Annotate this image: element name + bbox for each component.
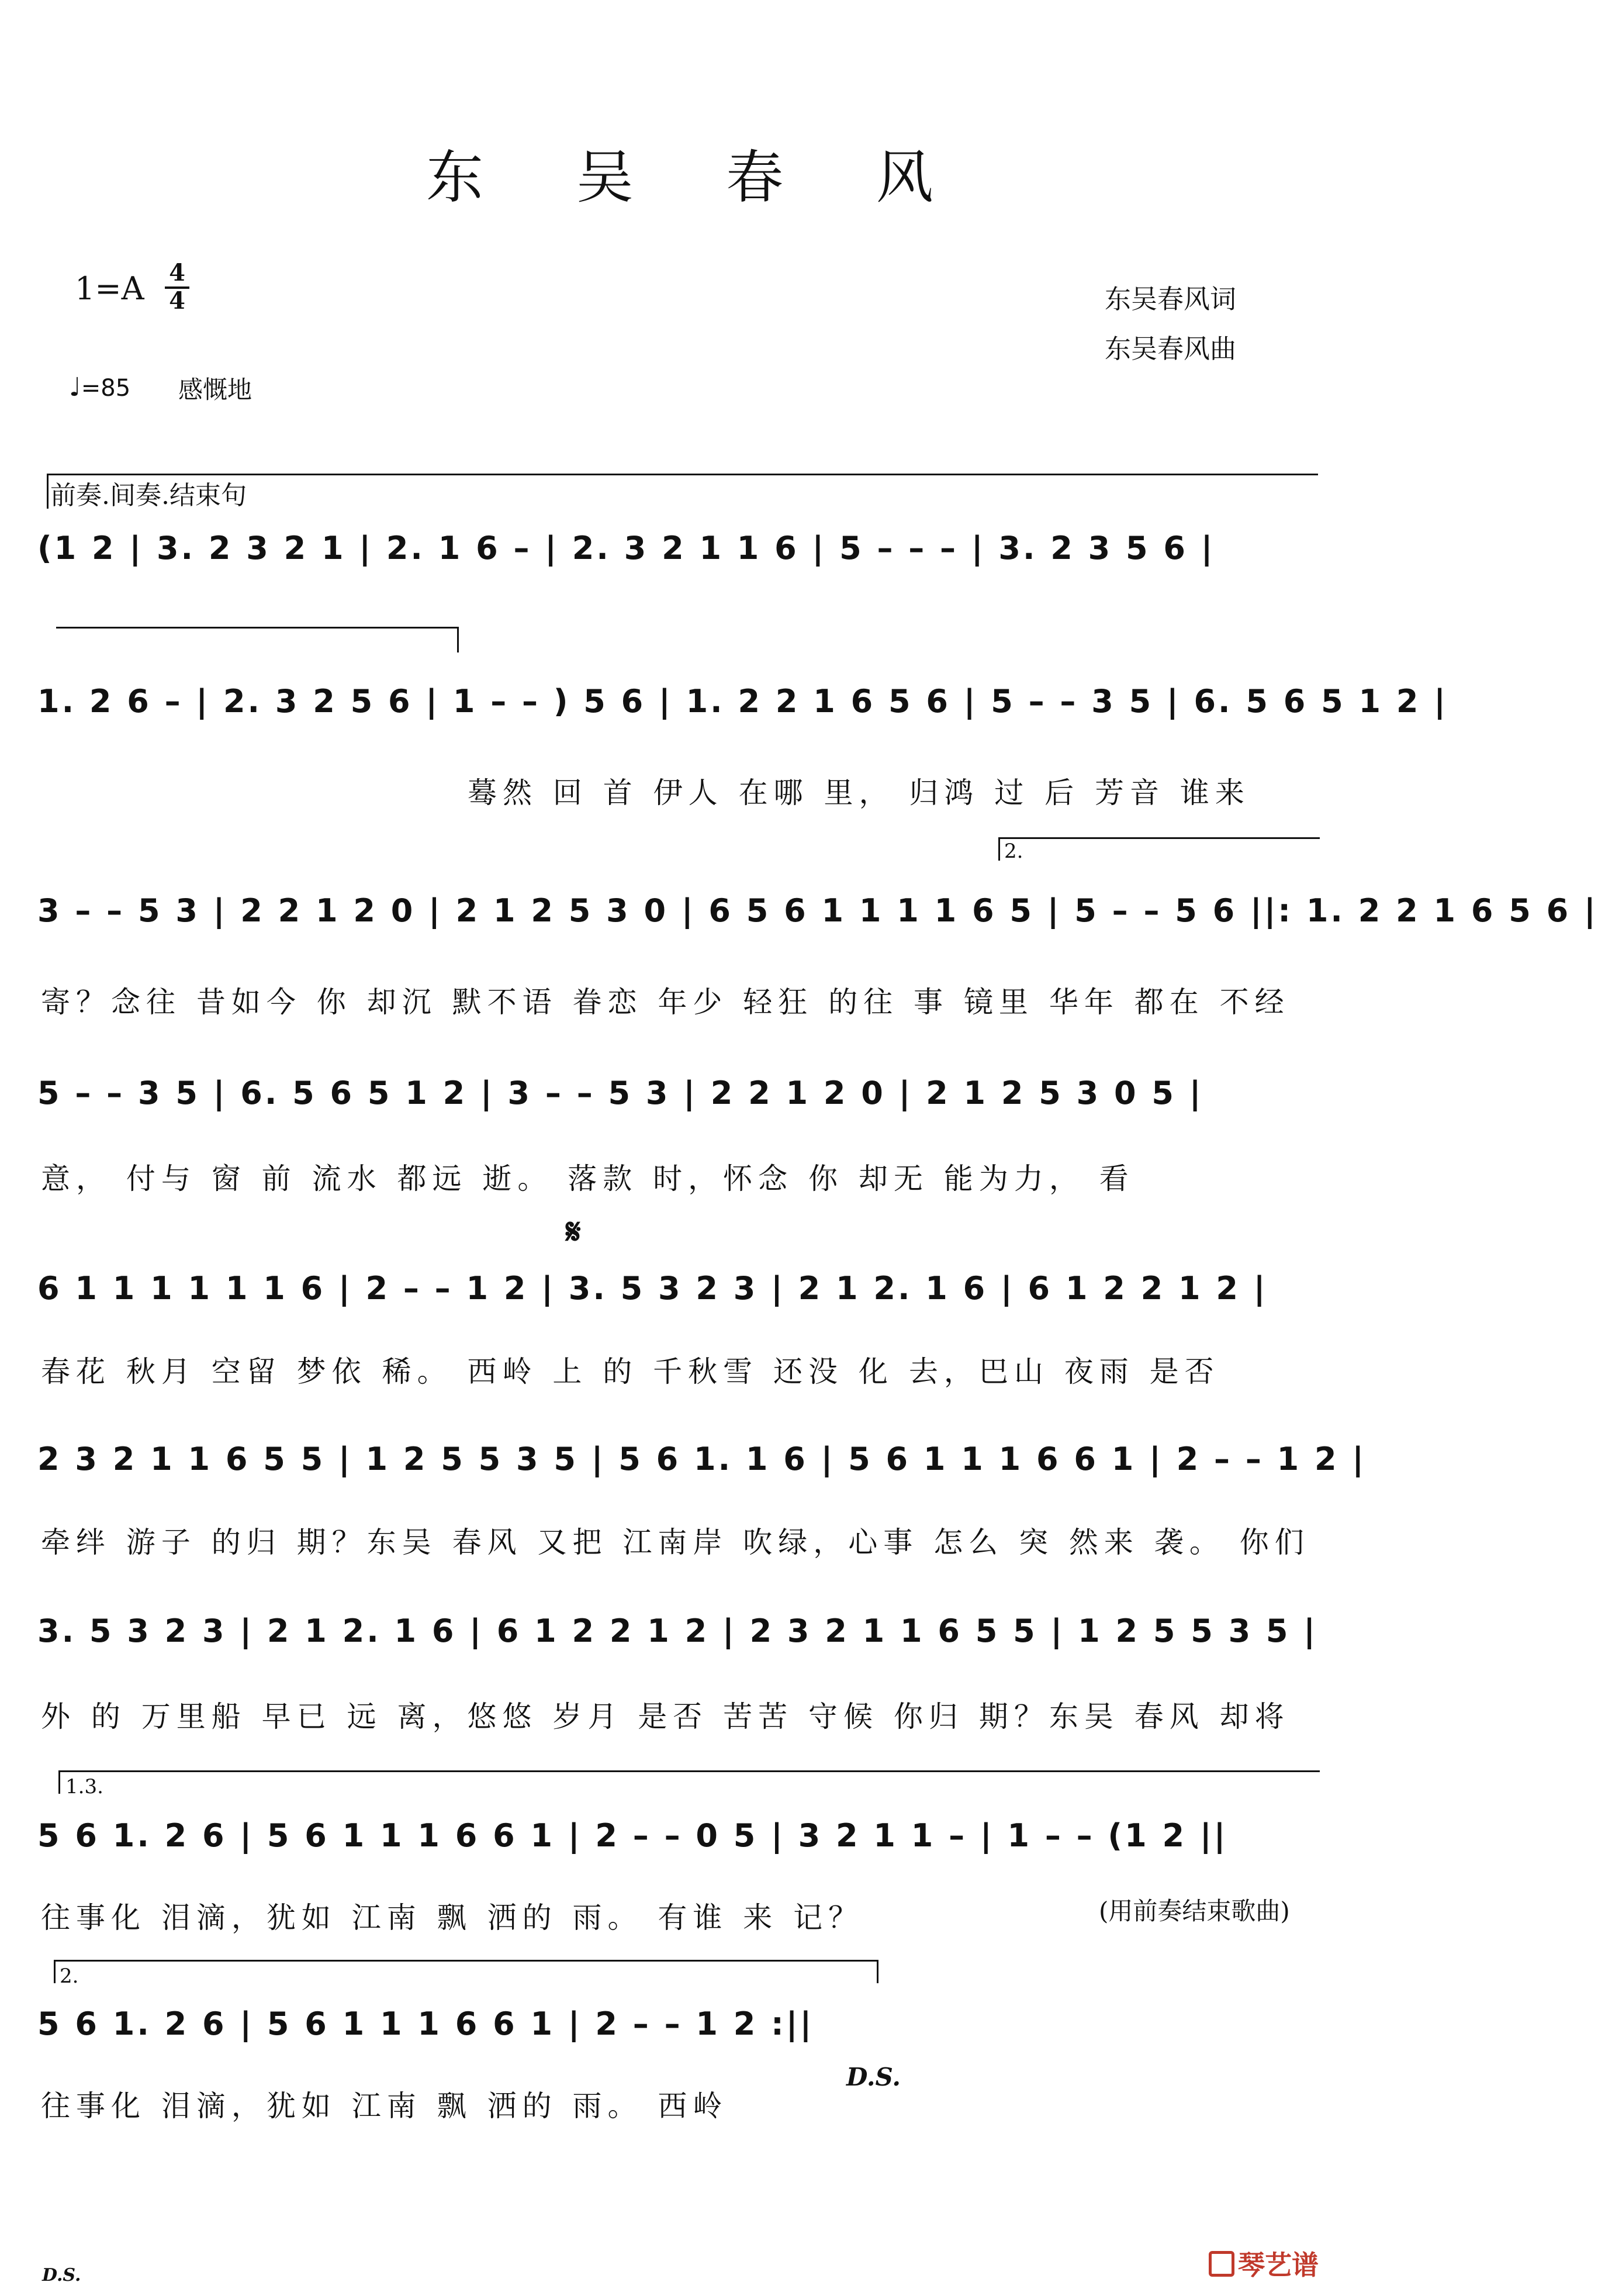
- volta-1-line: [58, 1770, 1320, 1772]
- intro-bracket-left: [47, 474, 49, 509]
- ds-mark: D.S.: [846, 2063, 901, 2091]
- volta-1-label: 1.3.: [65, 1775, 103, 1798]
- notation-line-1: (1 2 | 3. 2 3 2 1 | 2. 1 6 – | 2. 3 2 1 1 6 | 5 – – – | 3. 2 3 5 6 |: [37, 530, 1215, 567]
- lyric-line-4: 春花 秋月 空留 梦依 稀。 西岭 上 的 千秋雪 还没 化 去，巴山 夜雨 是否: [41, 1355, 1220, 1389]
- time-signature-top: 4: [165, 261, 189, 289]
- quarter-note-icon: ♩: [69, 372, 81, 402]
- notation-line-5: 6 1 1 1 1 1 1 6 | 2 – – 1 2 | 3. 5 3 2 3 | 2 1 2. 1 6 | 6 1 2 2 1 2 |: [37, 1270, 1268, 1307]
- time-signature: [165, 261, 189, 313]
- tempo-value: =85: [81, 375, 131, 402]
- expression-marking: 感慨地: [178, 375, 253, 404]
- intro-bracket-end: [457, 627, 459, 652]
- lyric-line-3: 意， 付与 窗 前 流水 都远 逝。 落款 时，怀念 你 却无 能为力， 看: [41, 1162, 1134, 1196]
- watermark-logo: [1209, 2244, 1319, 2283]
- notation-line-3: 3 – – 5 3 | 2 2 1 2 0 | 2 1 2 5 3 0 | 6 5 6 1 1 1 1 6 5 | 5 – – 5 6 ||: 1. 2 2 1 6 5 6 |: [37, 892, 1598, 929]
- segno-icon: 𝄋: [566, 1211, 581, 1252]
- lyric-line-5: 牵绊 游子 的归 期？东吴 春风 又把 江南岸 吹绿，心事 怎么 突 然来 袭。 你们: [41, 1525, 1310, 1559]
- notation-line-8: 5 6 1. 2 6 | 5 6 1 1 1 6 6 1 | 2 – – 0 5 | 3 2 1 1 – | 1 – – (1 2 ||: [37, 1817, 1228, 1854]
- volta-2-end: [877, 1960, 878, 1983]
- time-signature-bottom: 4: [169, 287, 185, 315]
- lyric-line-1: 蓦然 回 首 伊人 在哪 里， 归鸿 过 后 芳音 谁来: [468, 776, 1250, 810]
- volta-2-edge: [54, 1960, 56, 1983]
- volta-2-top-line: [998, 837, 1320, 839]
- ending-note: (用前奏结束歌曲): [1099, 1897, 1290, 1925]
- volta-2-top-edge: [998, 837, 1000, 861]
- lyric-line-6: 外 的 万里船 早已 远 离，悠悠 岁月 是否 苦苦 守候 你归 期？东吴 春风 却将: [41, 1700, 1290, 1734]
- key-signature: 1=A: [75, 270, 144, 307]
- ds-mark-bottom: D.S.: [42, 2265, 81, 2285]
- notation-line-9: 5 6 1. 2 6 | 5 6 1 1 1 6 6 1 | 2 – – 1 2 :||: [37, 2005, 814, 2042]
- notation-line-2: 1. 2 6 – | 2. 3 2 5 6 | 1 – – ) 5 6 | 1. 2 2 1 6 5 6 | 5 – – 3 5 | 6. 5 6 5 1 2 |: [37, 683, 1448, 720]
- logo-icon: [1209, 2251, 1234, 2277]
- composer-credit: 东吴春风曲: [1105, 333, 1237, 364]
- section-label: 前奏.间奏.结束句: [50, 481, 247, 510]
- volta-2-top-label: 2.: [1004, 840, 1023, 863]
- song-title: 东 吴 春 风: [426, 144, 971, 211]
- notation-line-7: 3. 5 3 2 3 | 2 1 2. 1 6 | 6 1 2 2 1 2 | 2 3 2 1 1 6 5 5 | 1 2 5 5 3 5 |: [37, 1613, 1318, 1649]
- volta-2-label: 2.: [60, 1964, 79, 1988]
- watermark-text: 琴艺谱: [1238, 2249, 1319, 2281]
- volta-1-edge: [58, 1770, 60, 1794]
- intro-bracket-line-2: [56, 627, 458, 629]
- lyricist-credit: 东吴春风词: [1105, 284, 1237, 315]
- notation-line-6: 2 3 2 1 1 6 5 5 | 1 2 5 5 3 5 | 5 6 1. 1 6 | 5 6 1 1 1 6 6 1 | 2 – – 1 2 |: [37, 1441, 1367, 1477]
- notation-line-4: 5 – – 3 5 | 6. 5 6 5 1 2 | 3 – – 5 3 | 2 2 1 2 0 | 2 1 2 5 3 0 5 |: [37, 1075, 1203, 1111]
- tempo-marking: [69, 372, 130, 402]
- volta-2-line: [54, 1960, 878, 1962]
- lyric-line-8: 往事化 泪滴，犹如 江南 飘 洒的 雨。 西岭: [41, 2089, 728, 2123]
- lyric-line-2: 寄？念往 昔如今 你 却沉 默不语 眷恋 年少 轻狂 的往 事 镜里 华年 都在 不经: [41, 985, 1290, 1019]
- lyric-line-7: 往事化 泪滴，犹如 江南 飘 洒的 雨。 有谁 来 记？: [41, 1901, 864, 1935]
